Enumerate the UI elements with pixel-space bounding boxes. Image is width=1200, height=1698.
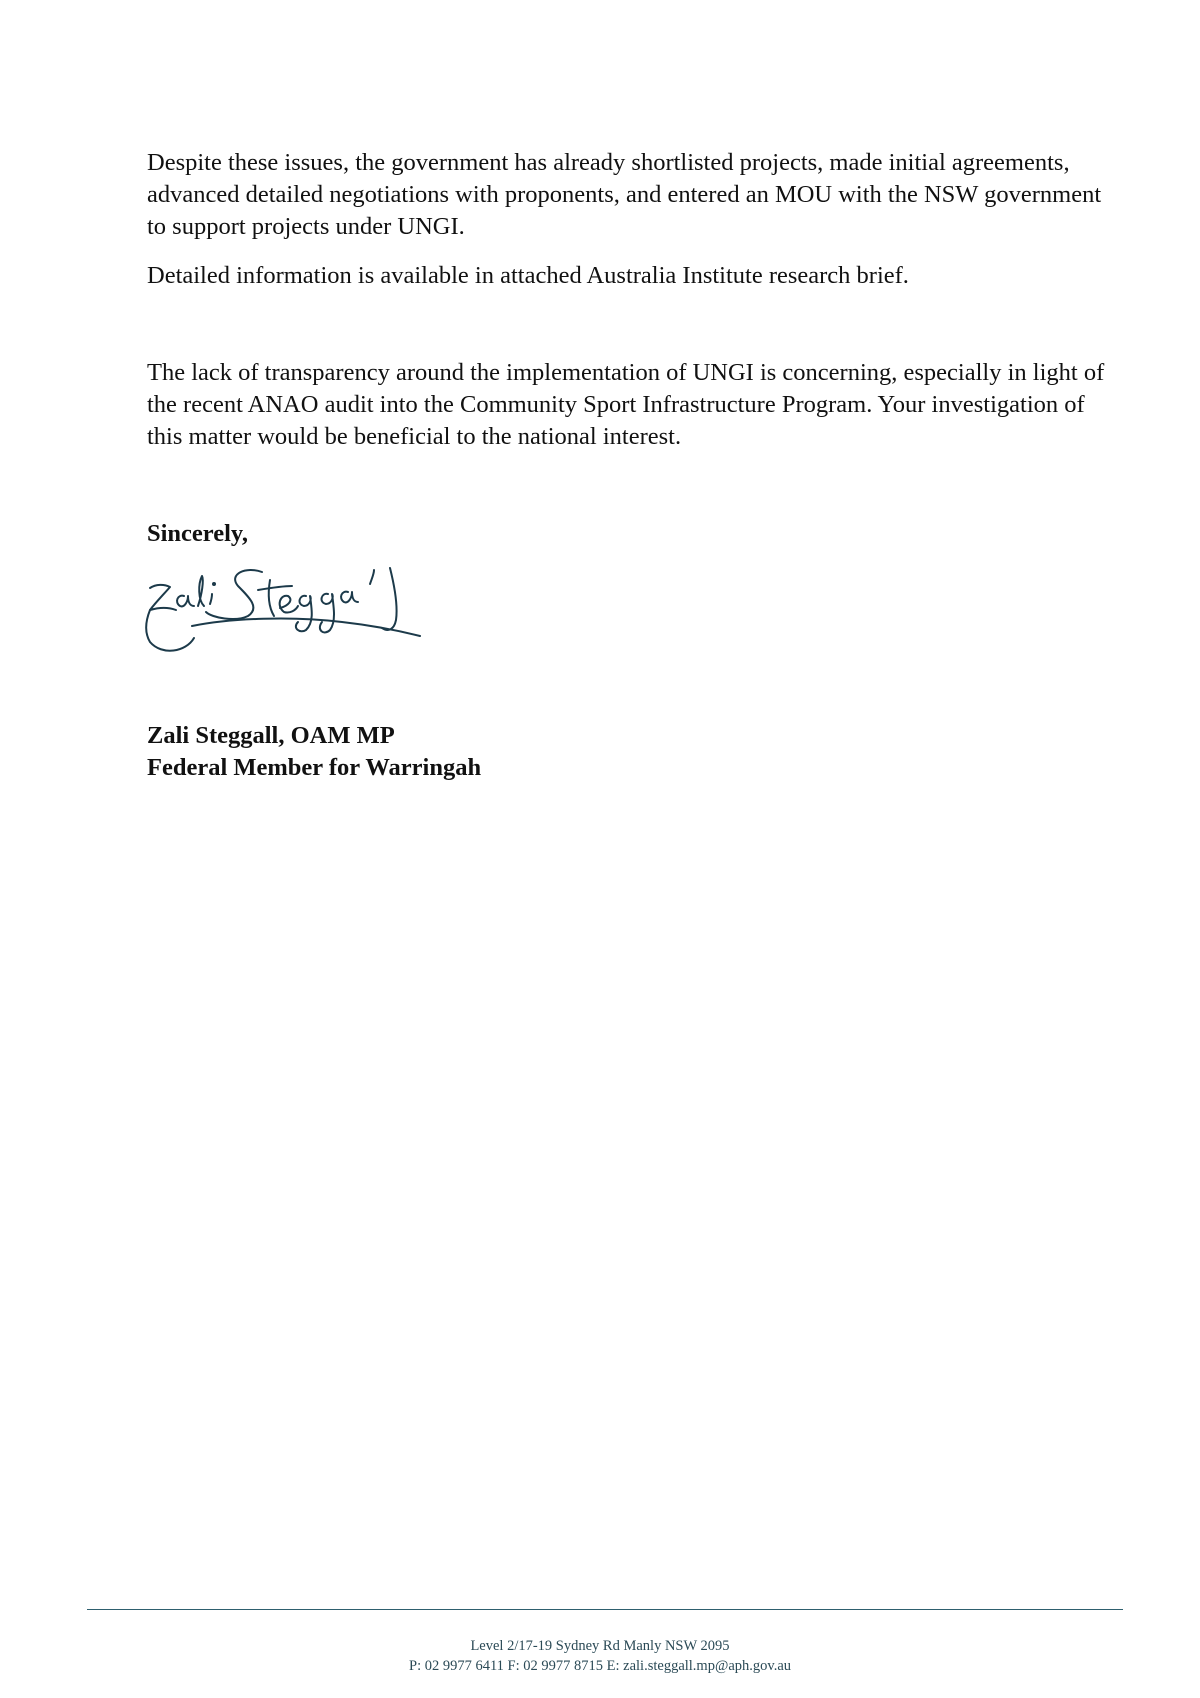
paragraph-transparency: The lack of transparency around the implementation of UNGI is concerning, especially in light of the recent ANAO audit into the Community Sport Infrastructure Program. Your investigation of this matter would be beneficial to the national interest. [147,359,1105,450]
footer-contact: P: 02 9977 6411 F: 02 9977 8715 E: zali.steggall.mp@aph.gov.au [409,1658,791,1674]
paragraph-research-brief: Detailed information is available in attached Australia Institute research brief. [147,262,909,289]
paragraph-shortlisted-projects: Despite these issues, the government has already shortlisted projects, made initial agreements, advanced detailed negotiations with proponents, and entered an MOU with the NSW government to support projects under UNGI. [147,149,1102,240]
closing-salutation: Sincerely, [147,520,248,547]
signatory-name: Zali Steggall, OAM MP [147,722,395,749]
signatory-title: Federal Member for Warringah [147,754,482,781]
footer-divider [87,1609,1123,1610]
signature-block [147,720,481,784]
footer-address: Level 2/17-19 Sydney Rd Manly NSW 2095 [470,1638,730,1654]
handwritten-signature [142,560,432,670]
footer [0,1636,1200,1676]
